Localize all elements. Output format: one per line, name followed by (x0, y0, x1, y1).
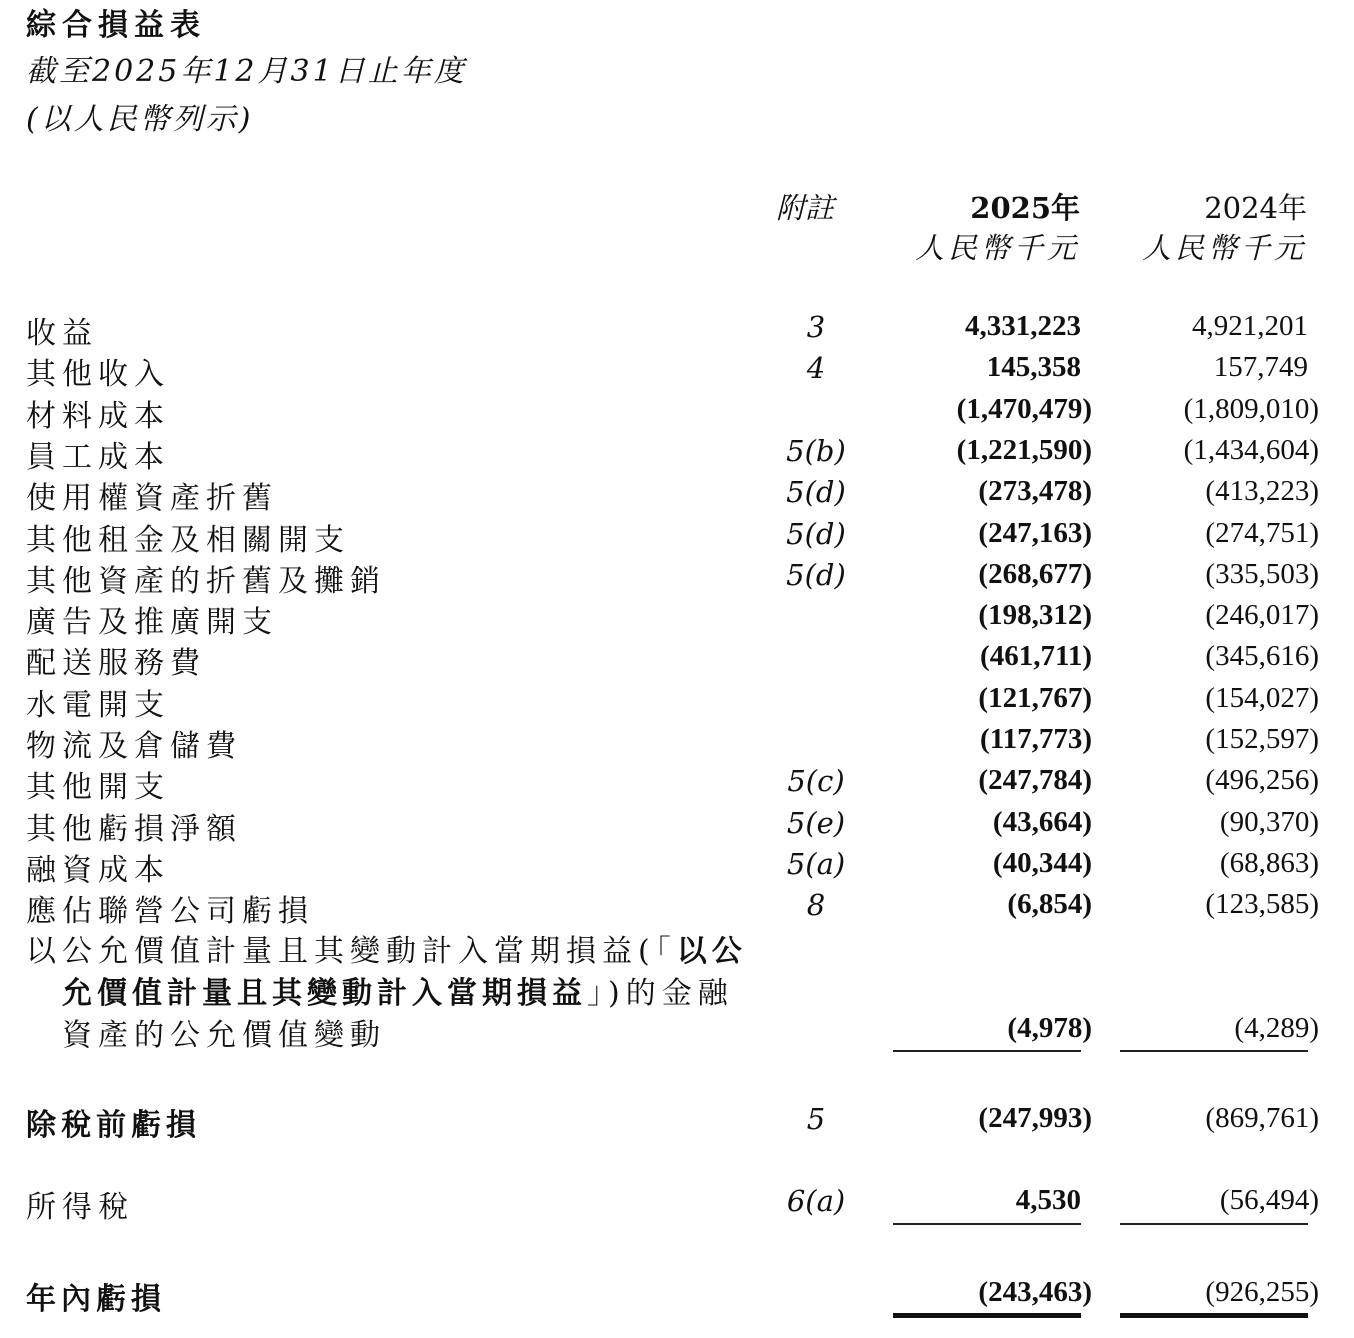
row-value-2024: (274,751) (1205, 517, 1319, 549)
currency-note: (以人民幣列示) (26, 102, 254, 137)
row-value-2024: (345,616) (1205, 640, 1319, 672)
row-note: 5(e) (786, 806, 846, 840)
tax-2024: (56,494) (1219, 1184, 1319, 1216)
year-2024-unit: 人民幣千元 (1141, 231, 1307, 265)
row-label: 物流及倉儲費 (26, 729, 242, 764)
row-value-2024: (1,809,010) (1183, 393, 1319, 425)
row-value-2025: (121,767) (978, 682, 1092, 714)
row-note: 5(b) (786, 434, 846, 468)
row-note: 3 (806, 310, 826, 344)
row-value-2025: (198,312) (978, 599, 1092, 631)
pretax-note: 5 (806, 1102, 826, 1136)
row-value-2024: (413,223) (1205, 475, 1319, 507)
row-label: 使用權資產折舊 (26, 481, 278, 516)
row-value-2024: (496,256) (1205, 764, 1319, 796)
row-note: 5(c) (787, 764, 845, 798)
row-label: 收益 (26, 316, 98, 351)
year-2025-unit: 人民幣千元 (914, 231, 1080, 265)
fv-row-line1-text: 以公允價值計量且其變動計入當期損益(「 (26, 934, 677, 969)
fv-row-2024: (4,289) (1234, 1012, 1319, 1044)
row-label: 其他收入 (26, 357, 170, 392)
row-label: 配送服務費 (26, 646, 206, 681)
row-label: 應佔聯營公司虧損 (26, 894, 314, 929)
row-note: 5(d) (786, 558, 846, 592)
row-value-2025: 145,358 (986, 351, 1081, 383)
row-label: 員工成本 (26, 440, 170, 475)
row-value-2025: (268,677) (978, 558, 1092, 590)
row-value-2024: (335,503) (1205, 558, 1319, 590)
tax-note: 6(a) (786, 1184, 846, 1218)
total-rule-2025 (893, 1313, 1081, 1318)
page-title: 綜合損益表 (26, 8, 206, 43)
row-value-2025: (117,773) (980, 723, 1092, 755)
row-value-2024: (90,370) (1219, 806, 1319, 838)
row-value-2024: 4,921,201 (1192, 310, 1308, 342)
row-value-2024: (246,017) (1205, 599, 1319, 631)
row-label: 水電開支 (26, 688, 170, 723)
row-value-2025: (40,344) (992, 847, 1092, 879)
fv-row-line1-bold: 以公 (676, 934, 747, 969)
row-value-2024: (123,585) (1205, 888, 1319, 920)
row-label: 其他資產的折舊及攤銷 (26, 564, 386, 599)
row-label: 廣告及推廣開支 (26, 605, 278, 640)
row-value-2025: (247,784) (978, 764, 1092, 796)
tax-label: 所得稅 (26, 1190, 134, 1225)
row-label: 其他租金及相關開支 (26, 523, 350, 558)
total-rule-2024 (1120, 1313, 1308, 1318)
pretax-2024: (869,761) (1205, 1102, 1319, 1134)
subtotal-rule-2025 (893, 1050, 1081, 1052)
tax-rule-2025 (893, 1223, 1081, 1225)
row-note: 5(a) (786, 847, 846, 881)
row-value-2025: (247,163) (978, 517, 1092, 549)
row-value-2025: (461,711) (980, 640, 1092, 672)
period-subtitle: 截至2025年12月31日止年度 (26, 54, 467, 89)
fv-row-line2-bold: 允價值計量且其變動計入當期損益 (62, 976, 587, 1011)
row-value-2025: 4,331,223 (965, 310, 1081, 342)
row-value-2024: (152,597) (1205, 723, 1319, 755)
row-value-2024: (154,027) (1205, 682, 1319, 714)
fv-row-line2-text: 」)的金融 (587, 976, 734, 1011)
row-label: 其他開支 (26, 770, 170, 805)
row-note: 5(d) (786, 517, 846, 551)
fv-row-line1 (26, 926, 747, 970)
row-value-2025: (1,221,590) (956, 434, 1092, 466)
row-value-2025: (43,664) (992, 806, 1092, 838)
loss-2025: (243,463) (978, 1276, 1092, 1308)
row-note: 8 (806, 888, 826, 922)
row-label: 融資成本 (26, 853, 170, 888)
loss-2024: (926,255) (1205, 1276, 1319, 1308)
pretax-2025: (247,993) (978, 1102, 1092, 1134)
fv-row-line2 (62, 968, 734, 1012)
row-note: 4 (806, 351, 826, 385)
row-value-2025: (273,478) (978, 475, 1092, 507)
row-value-2024: (68,863) (1219, 847, 1319, 879)
fv-row-line3: 資產的公允價值變動 (62, 1018, 386, 1053)
row-label: 其他虧損淨額 (26, 812, 242, 847)
row-label: 材料成本 (26, 399, 170, 434)
subtotal-rule-2024 (1120, 1050, 1308, 1052)
pretax-label: 除稅前虧損 (26, 1108, 201, 1143)
loss-label: 年內虧損 (26, 1282, 166, 1317)
tax-rule-2024 (1120, 1223, 1308, 1225)
row-value-2024: (1,434,604) (1183, 434, 1319, 466)
note-column-header: 附註 (776, 191, 835, 225)
row-value-2025: (6,854) (1007, 888, 1092, 920)
fv-row-2025: (4,978) (1007, 1012, 1092, 1044)
row-note: 5(d) (786, 475, 846, 509)
year-2025-header: 2025年 (970, 191, 1080, 225)
row-value-2024: 157,749 (1213, 351, 1308, 383)
year-2024-header: 2024年 (1204, 191, 1307, 225)
row-value-2025: (1,470,479) (956, 393, 1092, 425)
tax-2025: 4,530 (1015, 1184, 1081, 1216)
